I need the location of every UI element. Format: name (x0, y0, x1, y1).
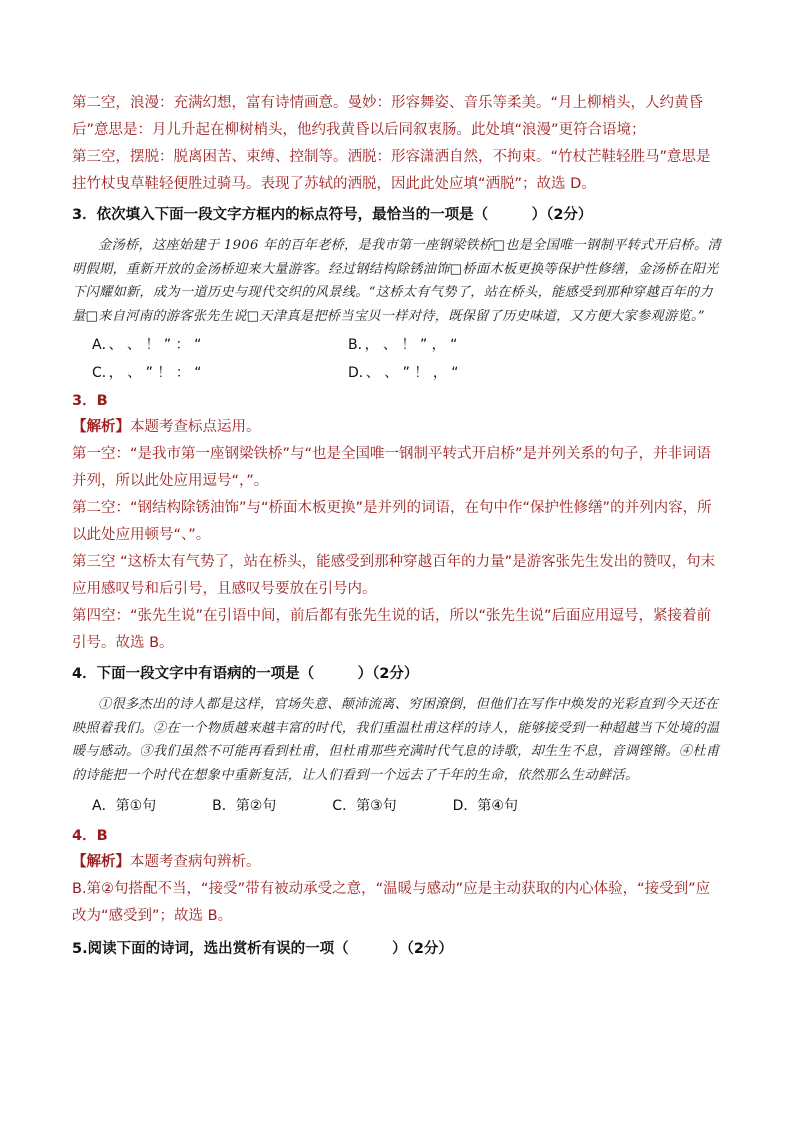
analysis-tag: 【解析】 (72, 419, 130, 435)
question-4-passage: ①很多杰出的诗人都是这样，官场失意、颠沛流离、穷困潦倒，但他们在写作中焕发的光彩直到今天还在映照着我们。②在一个物质越来越丰富的时代，我们重温杜甫这样的诗人，能够接受到一种超越当下处境的温暖与感动。③我们虽然不可能再看到杜甫，但杜甫那些充满时代气息的诗歌，却生生不息，音调铿锵。④杜甫的诗能把一个时代在想象中重新复活，让人们看到一个远去了千年的生命，依然那么生动鲜活。 (72, 697, 720, 783)
question-4-explain: B.第②句搭配不当，“接受”带有被动承受之意，“温暖与感动”应是主动获取的内心体验，“接受到”应改为“感受到”；故选 B。 (72, 881, 711, 924)
question-5-stem: 5.阅读下面的诗词，选出赏析有误的一项（ ）（2分） (72, 941, 453, 957)
option-b[interactable]: B．第②句 (212, 798, 277, 814)
question-4-analysis (72, 849, 722, 876)
analysis-line-3: 第三空 “这桥太有气势了，站在桥头，能感受到那种穿越百年的力量”是游客张先生发出的赞叹，句末应用感叹号和后引号，且感叹号要放在引号内。 (72, 554, 716, 597)
question-4-stem: 4．下面一段文字中有语病的一项是（ ）（2分） (72, 666, 419, 682)
analysis-tag: 【解析】 (72, 854, 130, 870)
option-a[interactable]: A．第①句 (92, 798, 157, 814)
option-d[interactable]: D．、 、 ” ！ ， “ (348, 365, 459, 381)
document-page (72, 90, 722, 962)
question-4-answer: 4．B (72, 828, 108, 844)
analysis-line-2: 第二空：“钢结构除锈油饰”与“桥面木板更换”是并列的词语，在句中作“保护性修缮”的并列内容，所以此处应用顿号“、”。 (72, 500, 712, 543)
option-c[interactable]: C．第③句 (332, 798, 397, 814)
analysis-intro: 本题考查标点运用。 (130, 419, 261, 435)
analysis-intro: 本题考查病句辨析。 (130, 854, 261, 870)
question-3-options (92, 334, 722, 382)
option-b[interactable]: B．， 、 ！ ” ， “ (348, 337, 458, 353)
option-a[interactable]: A．、 、 ！ ” ： “ (92, 337, 202, 353)
answer-explanation-q2-blank2: 第二空，浪漫：充满幻想，富有诗情画意。曼妙：形容舞姿、音乐等柔美。“月上柳梢头，人约黄昏后”意思是：月儿升起在柳树梢头，他约我黄昏以后同叙衷肠。此处填“浪漫”更符合语境； (72, 95, 704, 138)
option-d[interactable]: D．第④句 (452, 798, 518, 814)
option-c[interactable]: C．， 、 ” ！ ： “ (92, 365, 202, 381)
question-3-answer: 3．B (72, 393, 108, 409)
question-3-stem: 3．依次填入下面一段文字方框内的标点符号，最恰当的一项是（ ）（2分） (72, 207, 593, 223)
question-3-passage: 金汤桥，这座始建于 1906 年的百年老桥，是我市第一座钢梁铁桥□也是全国唯一钢制平转式开启桥。清明假期，重新开放的金汤桥迎来大量游客。经过钢结构除锈油饰□桥面木板更换等保护性修缮，金汤桥在阳光下闪耀如新，成为一道历史与现代交织的风景线。“这桥太有气势了，站在桥头，能感受到那种穿越百年的力量□来自河南的游客张先生说□天津真是把桥当宝贝一样对待，既保留了历史味道，又方便大家参观游览。” (72, 238, 721, 324)
question-3-analysis (72, 414, 722, 441)
question-4-options (92, 795, 722, 815)
analysis-line-4: 第四空：“张先生说”在引语中间，前后都有张先生说的话，所以“张先生说”后面应用逗号，紧接着前引号。故选 B。 (72, 608, 712, 651)
analysis-line-1: 第一空：“是我市第一座钢梁铁桥”与“也是全国唯一钢制平转式开启桥”是并列关系的句子，并非词语并列，所以此处应用逗号“，”。 (72, 446, 712, 489)
answer-explanation-q2-blank3: 第三空，摆脱：脱离困苦、束缚、控制等。洒脱：形容潇洒自然，不拘束。“竹杖芒鞋轻胜马”意思是拄竹杖曳草鞋轻便胜过骑马。表现了苏轼的洒脱，因此此处应填“洒脱”；故选 D。 (72, 149, 711, 192)
